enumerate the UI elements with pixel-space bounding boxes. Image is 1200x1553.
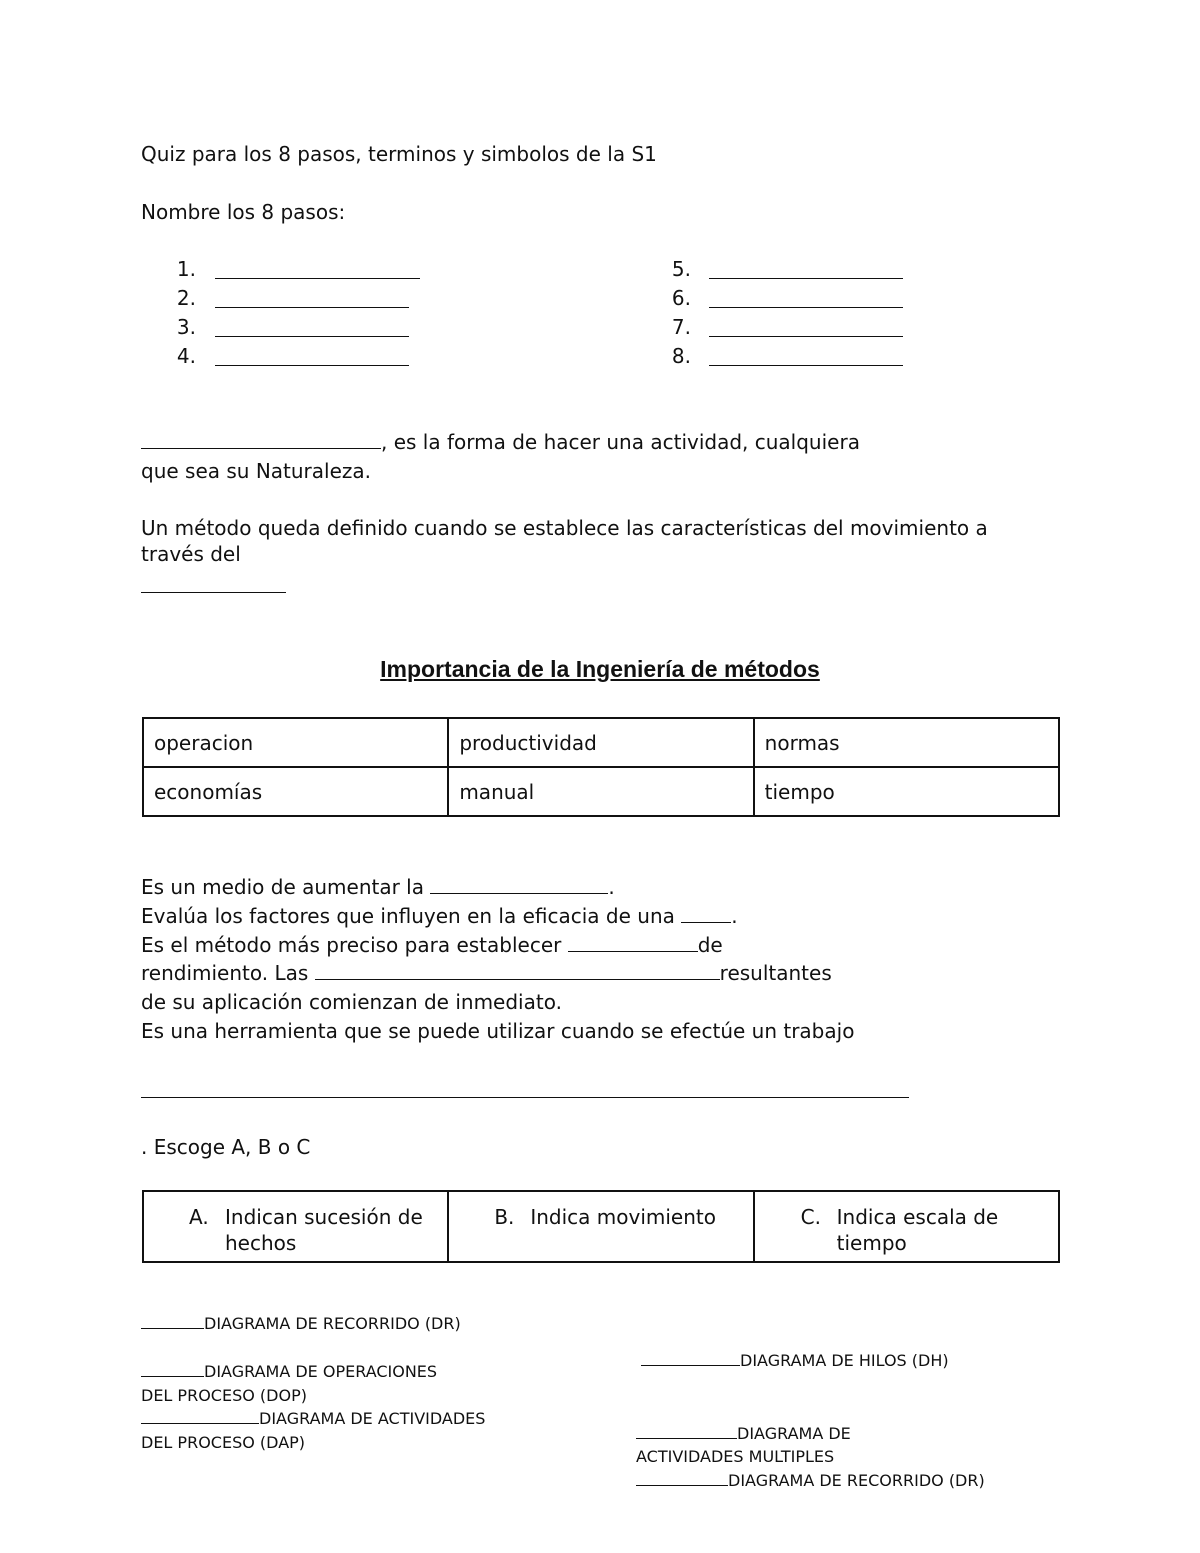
step-answer-blank[interactable] [215, 336, 409, 337]
diagram-left-2 [141, 1362, 437, 1381]
fill-sentence-4 [141, 961, 832, 985]
word-bank-cell: economías [143, 767, 448, 816]
diagram-left-2-continued: DEL PROCESO (DOP) [141, 1386, 307, 1405]
fill-sentence-5: de su aplicación comienzan de inmediato. [141, 990, 562, 1014]
diagram-label: DIAGRAMA DE RECORRIDO (DR) [728, 1471, 985, 1490]
fill-sentence-1 [141, 875, 615, 899]
fill-sentence-3 [141, 933, 723, 957]
option-letter: A. [189, 1205, 209, 1229]
step-answer-blank[interactable] [709, 336, 903, 337]
step-number: 1. [176, 257, 196, 281]
diagram-label: DIAGRAMA DE OPERACIONES [204, 1362, 438, 1381]
fill-sentence-6: Es una herramienta que se puede utilizar cuando se efectúe un trabajo [141, 1019, 855, 1043]
step-answer-blank[interactable] [215, 365, 409, 366]
option-a-cell [143, 1191, 448, 1262]
step-answer-blank[interactable] [215, 307, 409, 308]
diagram-right-1 [641, 1351, 949, 1370]
sentence-text: de [697, 933, 723, 957]
word-bank-cell: operacion [143, 718, 448, 767]
option-text: tiempo [836, 1231, 907, 1255]
word-bank-cell: normas [754, 718, 1059, 767]
table-row [143, 1191, 1059, 1262]
sentence-text: Es el método más preciso para establecer [141, 933, 562, 957]
sentence-text: . [731, 904, 738, 928]
diagram-label: DIAGRAMA DE ACTIVIDADES [259, 1409, 486, 1428]
table-row [143, 767, 1059, 816]
method-blank[interactable] [141, 592, 286, 593]
diagram-left-3-continued: DEL PROCESO (DAP) [141, 1433, 306, 1452]
diagram-label: DIAGRAMA DE [737, 1424, 851, 1443]
step-number: 4. [176, 344, 196, 368]
definition-text-continued: que sea su Naturaleza. [141, 459, 372, 483]
word-bank-cell: productividad [448, 718, 753, 767]
diagram-blank[interactable] [636, 1425, 737, 1439]
steps-prompt: Nombre los 8 pasos: [141, 200, 346, 224]
fill-sentence-2 [141, 904, 738, 928]
table-row [143, 718, 1059, 767]
step-number: 3. [176, 315, 196, 339]
fill-blank[interactable] [681, 906, 731, 923]
diagram-blank[interactable] [141, 1363, 204, 1377]
step-number: 5. [671, 257, 691, 281]
long-answer-blank[interactable] [141, 1097, 909, 1098]
diagram-right-3 [636, 1471, 985, 1490]
word-bank-cell: manual [448, 767, 753, 816]
step-answer-blank[interactable] [709, 307, 903, 308]
method-text: Un método queda definido cuando se establece las características del movimiento a [141, 516, 988, 540]
step-number: 6. [671, 286, 691, 310]
step-answer-blank[interactable] [709, 278, 903, 279]
option-letter: C. [800, 1205, 821, 1229]
diagram-left-1 [141, 1314, 461, 1333]
option-text: Indica escala de [836, 1205, 999, 1229]
step-number: 8. [671, 344, 691, 368]
quiz-title: Quiz para los 8 pasos, terminos y simbolos de la S1 [141, 142, 657, 166]
definition-text: , es la forma de hacer una actividad, cualquiera [381, 430, 860, 454]
definition-question [141, 430, 860, 454]
options-table [142, 1190, 1060, 1263]
section-heading: Importancia de la Ingeniería de métodos [380, 656, 820, 682]
definition-blank[interactable] [141, 432, 381, 449]
sentence-text: rendimiento. Las [141, 961, 309, 985]
option-text: Indican sucesión de [225, 1205, 423, 1229]
diagram-blank[interactable] [141, 1315, 204, 1329]
diagram-right-2-continued: ACTIVIDADES MULTIPLES [636, 1447, 835, 1466]
sentence-text: . [608, 875, 615, 899]
diagram-blank[interactable] [641, 1352, 740, 1366]
step-number: 2. [176, 286, 196, 310]
option-text: Indica movimiento [530, 1205, 716, 1229]
step-answer-blank[interactable] [215, 278, 420, 279]
option-b-cell [448, 1191, 753, 1262]
diagram-blank[interactable] [141, 1410, 259, 1424]
step-answer-blank[interactable] [709, 365, 903, 366]
diagram-label: DIAGRAMA DE HILOS (DH) [740, 1351, 949, 1370]
diagram-right-2 [636, 1424, 851, 1443]
option-c-cell [754, 1191, 1059, 1262]
fill-blank[interactable] [315, 963, 720, 980]
diagram-label: DIAGRAMA DE RECORRIDO (DR) [204, 1314, 461, 1333]
sentence-text: resultantes [719, 961, 832, 985]
diagram-left-3 [141, 1409, 485, 1428]
option-text: hechos [225, 1231, 297, 1255]
diagram-blank[interactable] [636, 1472, 728, 1486]
choose-prompt: . Escoge A, B o C [141, 1135, 311, 1159]
sentence-text: Evalúa los factores que influyen en la eficacia de una [141, 904, 675, 928]
method-text-continued: través del [141, 542, 241, 566]
step-number: 7. [671, 315, 691, 339]
option-letter: B. [494, 1205, 515, 1229]
fill-blank[interactable] [568, 935, 698, 952]
sentence-text: Es un medio de aumentar la [141, 875, 424, 899]
word-bank-table [142, 717, 1060, 817]
word-bank-cell: tiempo [754, 767, 1059, 816]
fill-blank[interactable] [430, 877, 608, 894]
